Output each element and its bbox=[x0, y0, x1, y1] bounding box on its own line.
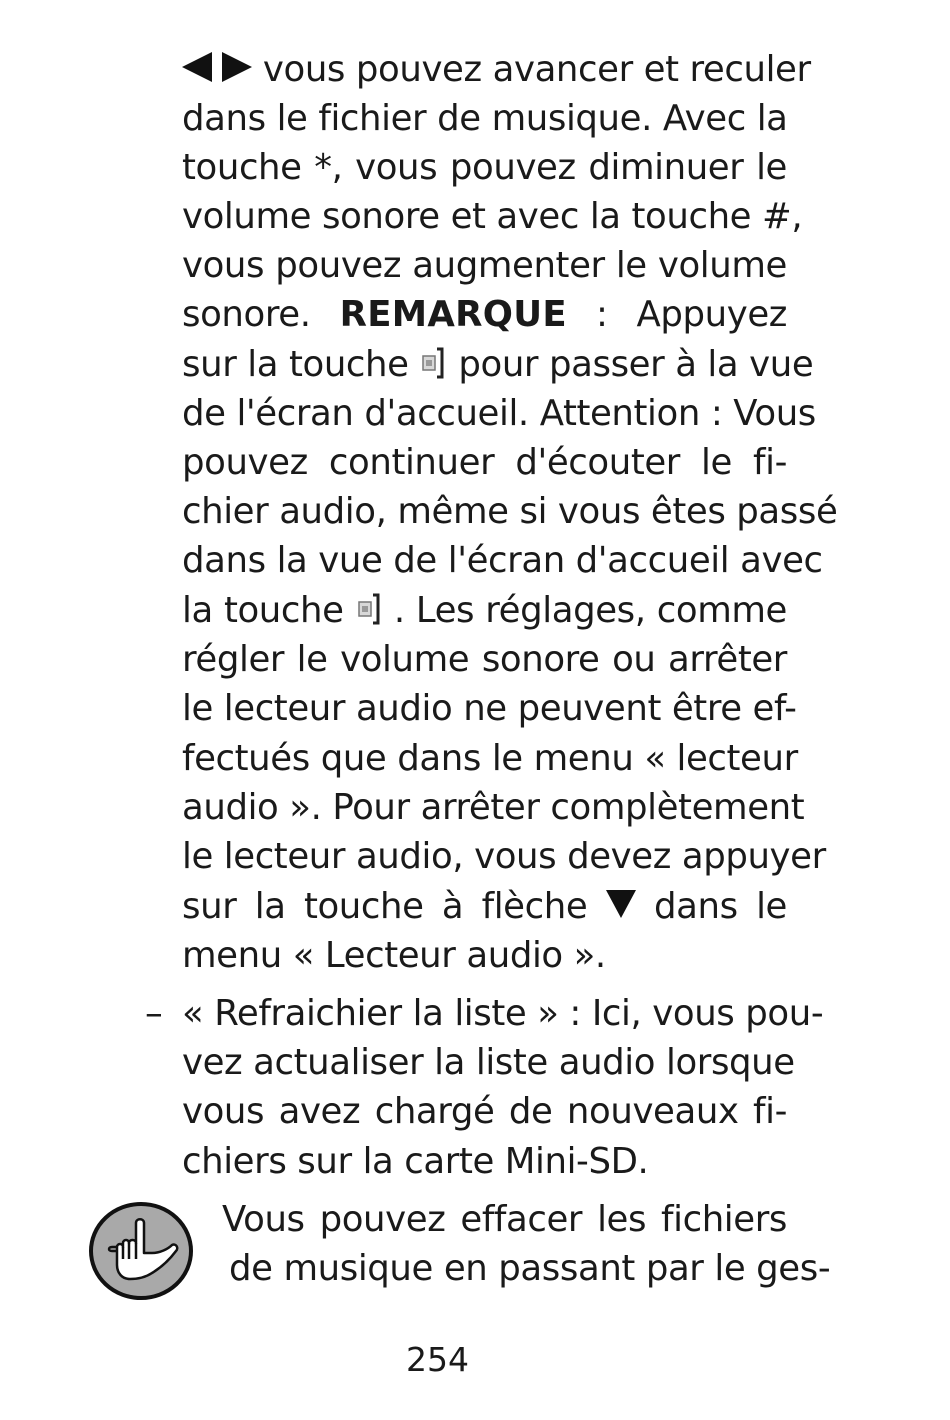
text-line: audio ». Pour arrêter complètement bbox=[182, 787, 805, 828]
text-line: de l'écran d'accueil. Attention : Vous bbox=[182, 393, 816, 434]
text-line: dans la vue de l'écran d'accueil avec bbox=[182, 540, 823, 581]
left-right-arrow-keys-icon bbox=[182, 52, 252, 82]
text-line bbox=[182, 591, 787, 631]
pointing-hand-icon bbox=[88, 1201, 194, 1301]
text-segment: sur la touche bbox=[182, 344, 409, 385]
text-line: dans le fichier de musique. Avec la bbox=[182, 98, 788, 139]
text-line: menu « Lecteur audio ». bbox=[182, 935, 606, 976]
text-line bbox=[182, 49, 811, 90]
page-number: 254 bbox=[406, 1340, 469, 1379]
text-segment: : Appuyez bbox=[595, 294, 788, 335]
text-segment: pour passer à la vue bbox=[458, 344, 814, 385]
text-segment: vous pouvez avancer et reculer bbox=[262, 49, 811, 90]
bullet-line: « Refraichier la liste » : Ici, vous pou- bbox=[182, 993, 824, 1034]
text-line: pouvez continuer d'écouter le fi- bbox=[182, 442, 787, 483]
text-line: volume sonore et avec la touche #, bbox=[182, 196, 803, 237]
text-segment: . Les réglages, comme bbox=[393, 590, 787, 631]
text-line bbox=[182, 887, 787, 927]
note-line: de musique en passant par le ges- bbox=[229, 1248, 831, 1289]
text-line: le lecteur audio ne peuvent être ef- bbox=[182, 688, 797, 729]
text-segment: sonore. bbox=[182, 294, 311, 335]
text-segment: dans le bbox=[654, 886, 788, 927]
bullet-line: vous avez chargé de nouveaux fi- bbox=[182, 1091, 787, 1132]
down-arrow-icon bbox=[606, 890, 636, 918]
home-key-icon bbox=[357, 592, 381, 626]
remarque-label: REMARQUE bbox=[339, 294, 567, 335]
note-line: Vous pouvez effacer les fichiers bbox=[222, 1199, 787, 1240]
text-line: chier audio, même si vous êtes passé bbox=[182, 491, 838, 532]
home-key-icon bbox=[421, 346, 445, 380]
text-line: touche *, vous pouvez diminuer le bbox=[182, 147, 787, 188]
bullet-dash: – bbox=[145, 993, 163, 1034]
text-line: régler le volume sonore ou arrêter bbox=[182, 639, 787, 680]
text-line: le lecteur audio, vous devez appuyer bbox=[182, 836, 826, 877]
text-segment: la touche bbox=[182, 590, 344, 631]
text-line: fectués que dans le menu « lecteur bbox=[182, 738, 798, 779]
text-segment: sur la touche à flèche bbox=[182, 886, 588, 927]
text-line bbox=[182, 344, 814, 385]
bullet-line: chiers sur la carte Mini-SD. bbox=[182, 1141, 649, 1182]
text-line: vous pouvez augmenter le volume bbox=[182, 245, 787, 286]
text-line bbox=[182, 295, 787, 335]
bullet-line: vez actualiser la liste audio lorsque bbox=[182, 1042, 795, 1083]
